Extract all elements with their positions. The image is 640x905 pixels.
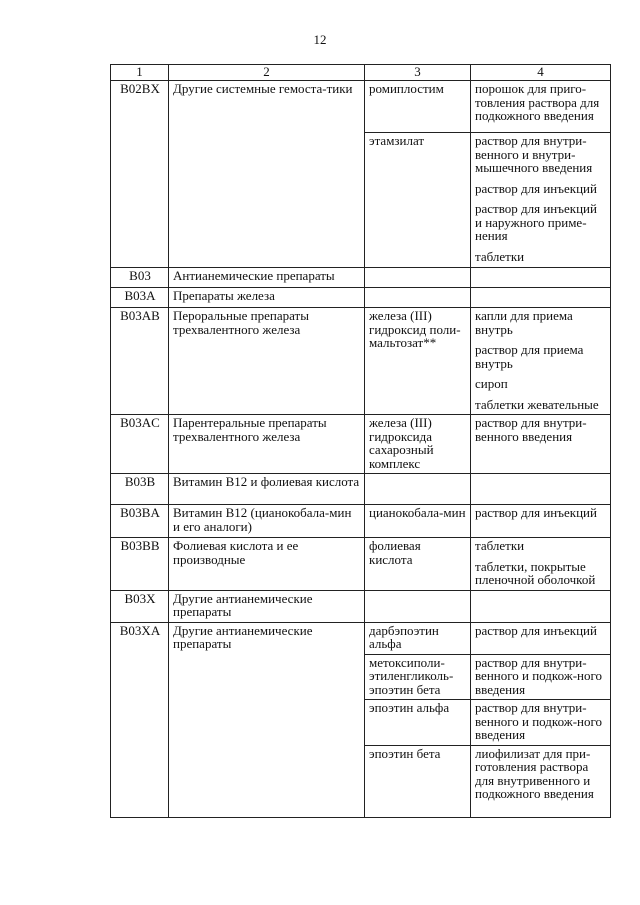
dosage-form: порошок для приго-товления раствора для подкожного введения xyxy=(475,81,600,123)
column-header: 1 xyxy=(111,65,169,81)
atc-code-cell: B03AC xyxy=(111,415,169,474)
dosage-form-cell xyxy=(471,505,611,538)
column-header: 2 xyxy=(169,65,365,81)
table-row xyxy=(111,415,611,474)
atc-code-cell: B03XA xyxy=(111,622,169,817)
dosage-form: раствор для внутри-венного и подкож-ного введения xyxy=(475,700,603,742)
dosage-form-cell xyxy=(471,415,611,474)
dosage-form: раствор для инъекций xyxy=(475,622,597,638)
group-name-cell: Препараты железа xyxy=(169,288,365,308)
substance-cell: эпоэтин бета xyxy=(365,745,471,817)
table-row xyxy=(111,538,611,591)
atc-code-cell: B03BA xyxy=(111,505,169,538)
dosage-form-cell xyxy=(471,654,611,700)
substance-cell xyxy=(365,590,471,622)
table-row xyxy=(111,474,611,505)
atc-code-cell: B03A xyxy=(111,288,169,308)
atc-code-cell: B02BX xyxy=(111,81,169,268)
dosage-form-cell xyxy=(471,745,611,817)
dosage-form: раствор для инъекций xyxy=(475,505,597,520)
drug-table xyxy=(110,64,611,818)
dosage-form: таблетки xyxy=(475,248,525,264)
dosage-form: раствор для внутри-венного и подкож-ного введения xyxy=(475,654,603,697)
dosage-form-cell xyxy=(471,308,611,415)
substance-cell: дарбэпоэтин альфа xyxy=(365,622,471,654)
group-name-cell: Парентеральные препараты трехвалентного железа xyxy=(169,415,365,474)
substance-cell: эпоэтин альфа xyxy=(365,700,471,746)
substance-cell xyxy=(365,288,471,308)
substance-cell: железа (III) гидроксид поли-мальтозат** xyxy=(365,308,471,415)
group-name-cell: Витамин B12 и фолиевая кислота xyxy=(169,474,365,505)
atc-code-cell: B03B xyxy=(111,474,169,505)
header-row xyxy=(111,65,611,81)
group-name-cell: Другие системные гемоста-тики xyxy=(169,81,365,268)
group-name-cell: Фолиевая кислота и ее производные xyxy=(169,538,365,591)
dosage-form: таблетки xyxy=(475,538,525,553)
table-body xyxy=(111,81,611,818)
dosage-form-cell xyxy=(471,590,611,622)
substance-cell: метоксиполи-этиленгликоль-эпоэтин бета xyxy=(365,654,471,700)
table-row xyxy=(111,590,611,622)
atc-code-cell: B03 xyxy=(111,268,169,288)
dosage-form-cell xyxy=(471,133,611,268)
dosage-form-cell xyxy=(471,288,611,308)
dosage-form: раствор для инъекций и наружного приме-нения xyxy=(475,201,597,243)
column-header: 4 xyxy=(471,65,611,81)
substance-cell: ромиплостим xyxy=(365,81,471,133)
group-name-cell: Антианемические препараты xyxy=(169,268,365,288)
dosage-form-cell xyxy=(471,538,611,591)
atc-code-cell: B03X xyxy=(111,590,169,622)
table-row xyxy=(111,505,611,538)
table-row xyxy=(111,622,611,654)
dosage-form-cell xyxy=(471,700,611,746)
atc-code-cell: B03BB xyxy=(111,538,169,591)
group-name-cell: Другие антианемические препараты xyxy=(169,590,365,622)
substance-cell: этамзилат xyxy=(365,133,471,268)
substance-cell: цианокобала-мин xyxy=(365,505,471,538)
group-name-cell: Другие антианемические препараты xyxy=(169,622,365,817)
table-row xyxy=(111,268,611,288)
dosage-form: раствор для инъекций xyxy=(475,180,597,196)
table-row xyxy=(111,288,611,308)
dosage-form-cell xyxy=(471,81,611,133)
dosage-form: лиофилизат для при-готовления раствора для внутривенного и подкожного введения xyxy=(475,745,594,801)
dosage-form: раствор для приема внутрь xyxy=(475,342,584,371)
dosage-form-cell xyxy=(471,622,611,654)
substance-cell xyxy=(365,268,471,288)
dosage-form: капли для приема внутрь xyxy=(475,308,573,337)
dosage-form: таблетки, покрытые пленочной оболочкой xyxy=(475,558,596,587)
substance-cell: фолиевая кислота xyxy=(365,538,471,591)
page-number: 12 xyxy=(313,32,327,47)
group-name-cell: Витамин B12 (цианокобала-мин и его аналоги) xyxy=(169,505,365,538)
dosage-form: сироп xyxy=(475,376,508,391)
atc-code-cell: B03AB xyxy=(111,308,169,415)
substance-cell xyxy=(365,474,471,505)
group-name-cell: Пероральные препараты трехвалентного железа xyxy=(169,308,365,415)
dosage-form: таблетки жевательные xyxy=(475,396,599,412)
dosage-form: раствор для внутри-венного и внутри-мышечного введения xyxy=(475,133,593,175)
table-row xyxy=(111,308,611,415)
column-header: 3 xyxy=(365,65,471,81)
table-row xyxy=(111,81,611,133)
dosage-form-cell xyxy=(471,268,611,288)
dosage-form-cell xyxy=(471,474,611,505)
substance-cell: железа (III) гидроксида сахарозный комплекс xyxy=(365,415,471,474)
dosage-form: раствор для внутри-венного введения xyxy=(475,415,587,444)
